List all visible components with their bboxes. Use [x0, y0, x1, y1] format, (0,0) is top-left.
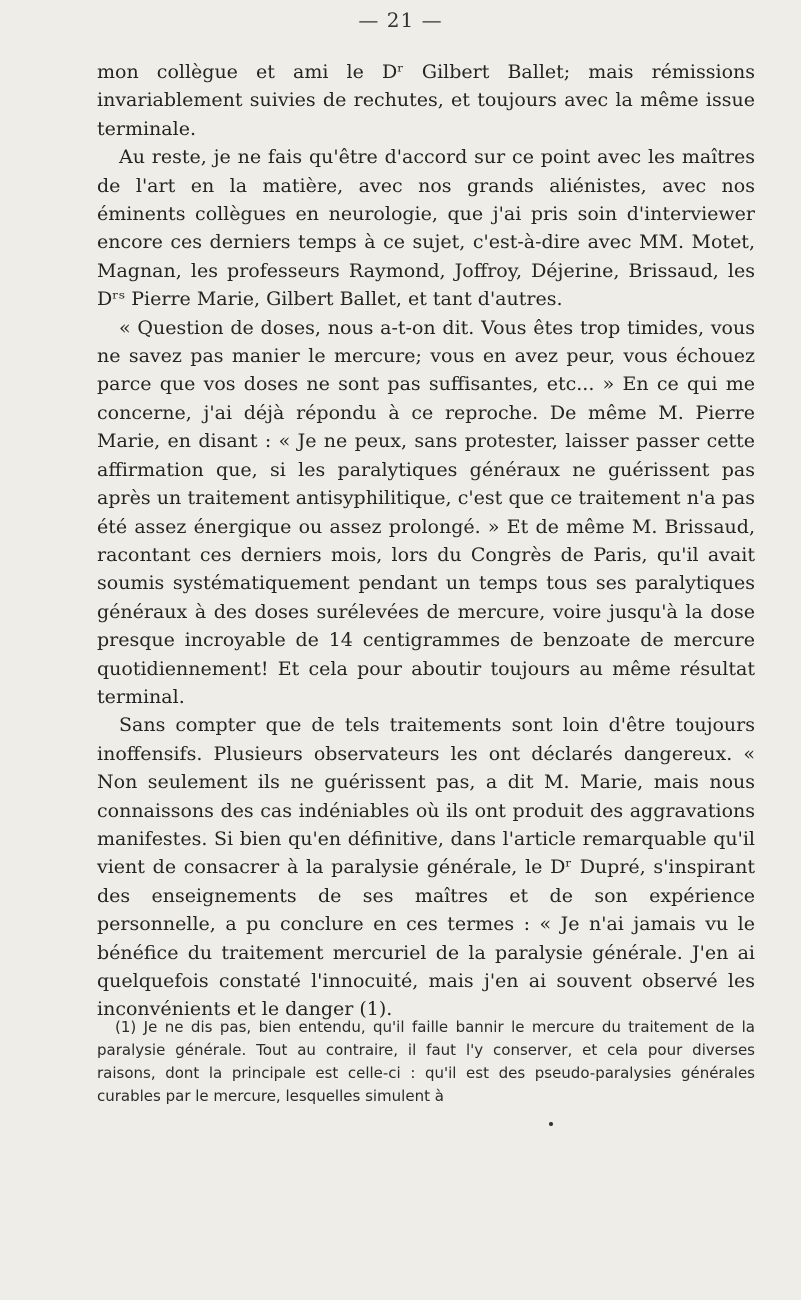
footnote-text: (1) Je ne dis pas, bien entendu, qu'il faille bannir le mercure du traitement de la paralysie générale. Tout au contraire, il faut l'y conserver, et cela pour diverses raisons, dont la principale est celle-ci : qu'il est des pseudo-paralysies générales curables par le mercure, lesquelles simulent à: [97, 1018, 755, 1105]
paragraph-1: mon collègue et ami le Dʳ Gilbert Ballet; mais rémissions invariablement suivies de rechutes, et toujours avec la même issue terminale.: [97, 61, 755, 140]
body-text: [97, 58, 755, 1024]
paragraph-2: Au reste, je ne fais qu'être d'accord sur ce point avec les maîtres de l'art en la matière, avec nos grands aliénistes, avec nos éminents collègues en neurologie, que j'ai pris soin d'interviewer encore ces derniers temps à ce sujet, c'est-à-dire avec MM. Motet, Magnan, les professeurs Raymond, Joffroy, Déjerine, Brissaud, les Dʳˢ Pierre Marie, Gilbert Ballet, et tant d'autres.: [97, 146, 755, 311]
paragraph-3: « Question de doses, nous a-t-on dit. Vous êtes trop timides, vous ne savez pas manier le mercure; vous en avez peur, vous échouez parce que vos doses ne sont pas suffisantes, etc... » En ce qui me concerne, j'ai déjà répondu à ce reproche. De même M. Pierre Marie, en disant : « Je ne peux, sans protester, laisser passer cette affirmation que, si les paralytiques généraux ne guérissent pas après un traitement antisyphilitique, c'est que ce traitement n'a pas été assez énergique ou assez prolongé. » Et de même M. Brissaud, racontant ces derniers mois, lors du Congrès de Paris, qu'il avait soumis systématiquement pendant un temps tous ses paralytiques généraux à des doses surélevées de mercure, voire jusqu'à la dose presque incroyable de 14 centigrammes de benzoate de mercure quotidiennement! Et cela pour aboutir toujours au même résultat terminal.: [97, 316, 755, 708]
print-speck: [549, 1122, 553, 1126]
page-number: — 21 —: [358, 8, 443, 32]
paragraph-4: Sans compter que de tels traitements sont loin d'être toujours inoffensifs. Plusieurs observateurs les ont déclarés dangereux. « Non seulement ils ne guérissent pas, a dit M. Marie, mais nous connaissons des cas indéniables où ils ont produit des aggravations manifestes. Si bien qu'en définitive, dans l'article remarquable qu'il vient de consacrer à la paralysie générale, le Dʳ Dupré, s'inspirant des enseignements de ses maîtres et de son expérience personnelle, a pu conclure en ces termes : « Je n'ai jamais vu le bénéfice du traitement mercuriel de la paralysie générale. J'en ai quelquefois constaté l'innocuité, mais j'en ai souvent observé les inconvénients et le danger (1).: [97, 714, 755, 1021]
footnote: [97, 1016, 755, 1108]
